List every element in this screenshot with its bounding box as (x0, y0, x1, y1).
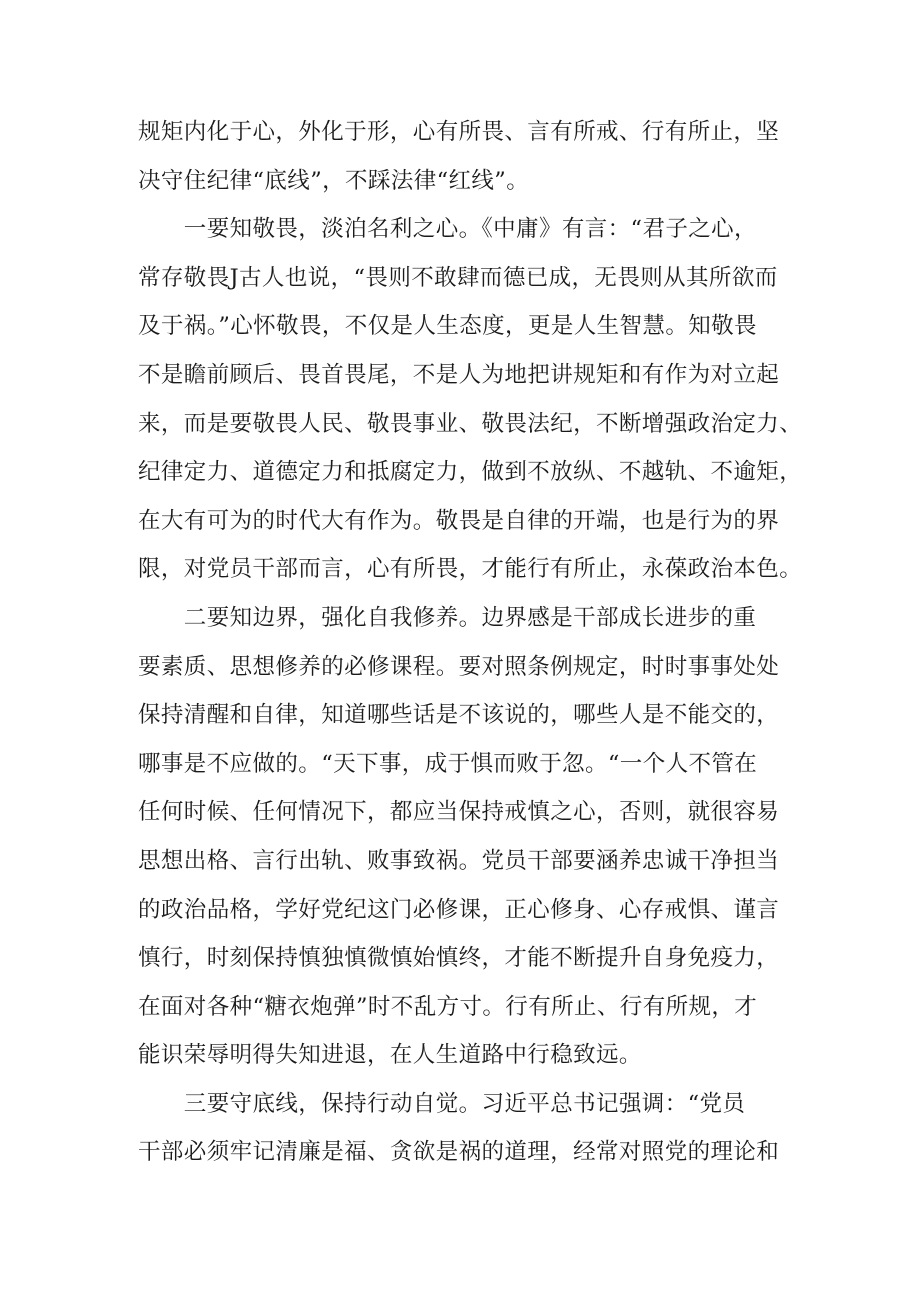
text-line: 纪律定力、道德定力和抵腐定力，做到不放纵、不越轨、不逾矩， (138, 459, 803, 486)
text-line: 思想出格、言行出轨、败事致祸。党员干部要涵养忠诚干净担当 (138, 847, 780, 874)
text-line: 干部必须牢记清廉是福、贪欲是祸的道理，经常对照党的理论和 (138, 1139, 780, 1166)
text-line: 二要知边界，强化自我修养。边界感是干部成长进步的重 (138, 604, 757, 631)
text-line: 保持清醒和自律，知道哪些话是不该说的，哪些人是不能交的， (138, 702, 780, 729)
text-line: 能识荣辱明得失知进退，在人生道路中行稳致远。 (138, 1042, 642, 1069)
text-line: 不是瞻前顾后、畏首畏尾，不是人为地把讲规矩和有作为对立起 (138, 361, 780, 388)
text-line: 常存敬畏J古人也说，“畏则不敢肆而德已成，无畏则从其所欲而 (138, 264, 778, 291)
text-line: 哪事是不应做的。“天下事，成于惧而败于忽。“一个人不管在 (138, 750, 758, 777)
text-line: 在面对各种“糖衣炮弹”时不乱方寸。行有所止、行有所规，才 (138, 993, 758, 1020)
text-line: 三要守底线，保持行动自觉。习近平总书记强调：“党员 (138, 1090, 746, 1117)
text-line: 要素质、思想修养的必修课程。要对照条例规定，时时事事处处 (138, 653, 780, 680)
text-line: 任何时候、任何情况下，都应当保持戒慎之心，否则，就很容易 (138, 799, 780, 826)
text-line: 在大有可为的时代大有作为。敬畏是自律的开端，也是行为的界 (138, 507, 780, 534)
text-line: 的政治品格，学好党纪这门必修课，正心修身、心存戒惧、谨言 (138, 896, 780, 923)
text-line: 慎行，时刻保持慎独慎微慎始慎终，才能不断提升自身免疫力， (138, 945, 780, 972)
body-text (138, 108, 803, 1177)
text-line: 一要知敬畏，淡泊名利之心。《中庸》有言：“君子之心， (138, 216, 757, 243)
text-line: 限，对党员干部而言，心有所畏，才能行有所止，永葆政治本色。 (138, 556, 803, 583)
text-line: 决守住纪律“底线”，不踩法律“红线”。 (138, 167, 530, 194)
text-line: 及于祸。”心怀敬畏，不仅是人生态度，更是人生智慧。知敬畏 (138, 313, 757, 340)
text-line: 来，而是要敬畏人民、敬畏事业、敬畏法纪，不断增强政治定力、 (138, 410, 803, 437)
text-line: 规矩内化于心，外化于形，心有所畏、言有所戒、行有所止，坚 (138, 119, 780, 145)
